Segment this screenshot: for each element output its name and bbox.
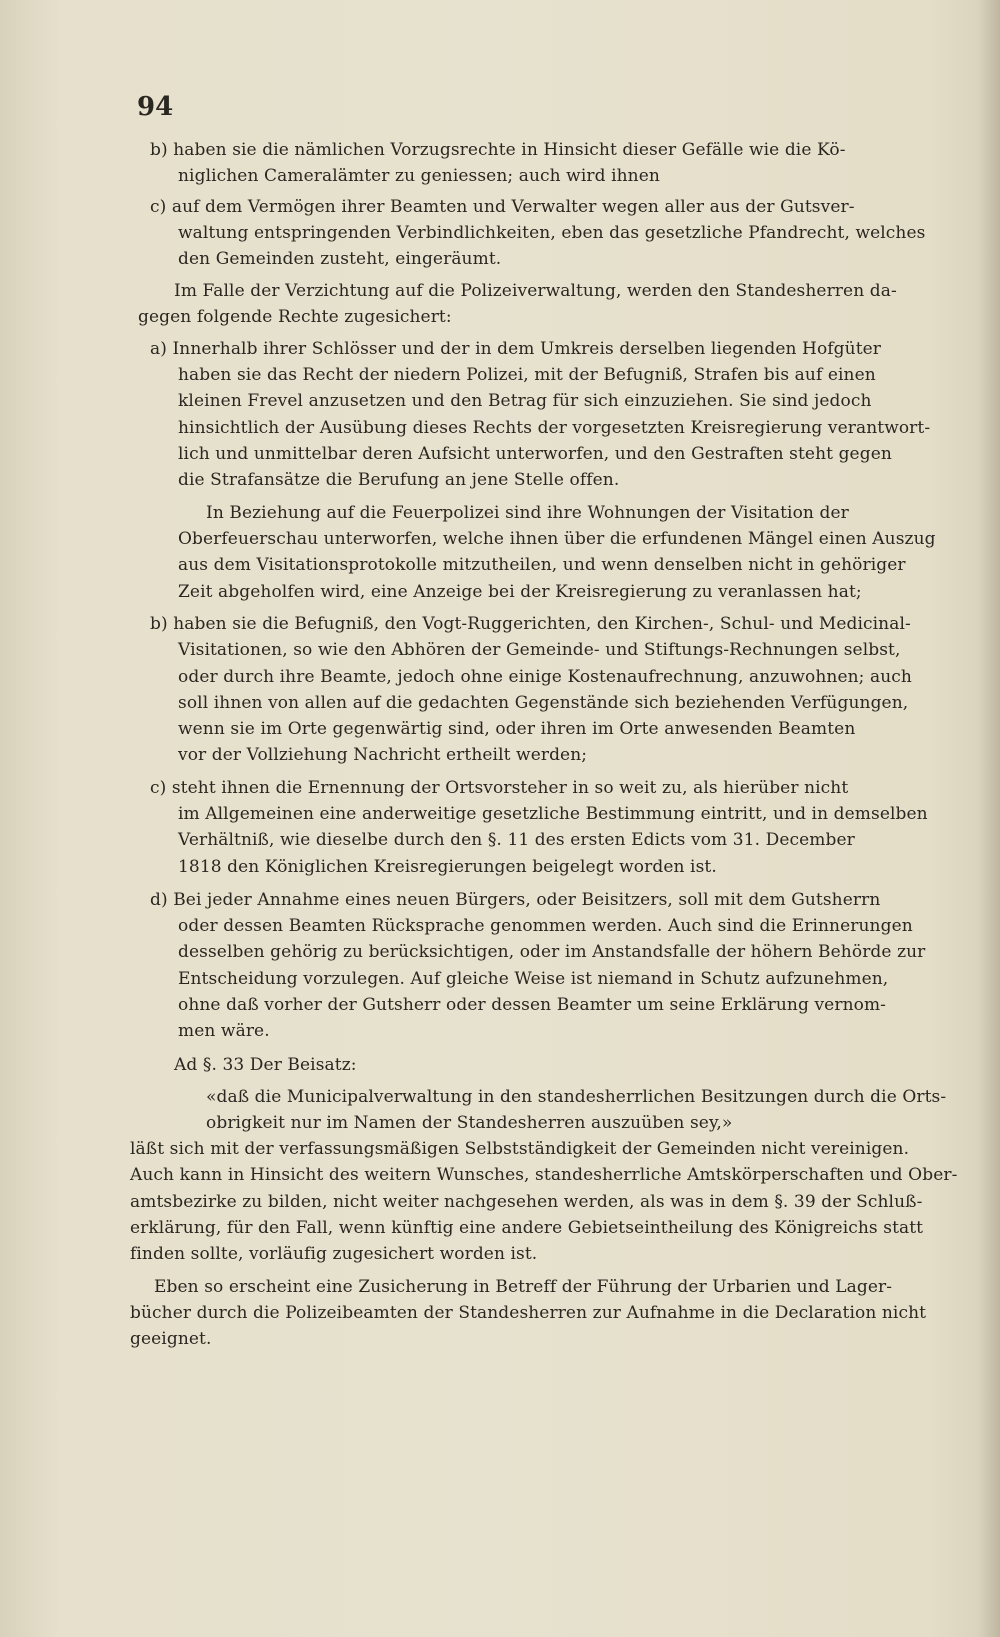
text-line: obrigkeit nur im Namen der Standesherren auszuüben sey,» xyxy=(206,1113,733,1133)
text-line: oder durch ihre Beamte, jedoch ohne einige Kostenaufrechnung, anzuwohnen; auch xyxy=(178,667,912,687)
text-line: c) steht ihnen die Ernennung der Ortsvorsteher in so weit zu, als hierüber nicht xyxy=(150,778,849,798)
text-line: haben sie das Recht der niedern Polizei, mit der Befugniß, Strafen bis auf einen xyxy=(178,365,876,385)
text-line: vor der Vollziehung Nachricht ertheilt werden; xyxy=(178,745,588,765)
text-line: Ad §. 33 Der Beisatz: xyxy=(174,1055,357,1075)
text-line: Im Falle der Verzichtung auf die Polizeiverwaltung, werden den Standesherren da- xyxy=(174,281,897,301)
text-line: Eben so erscheint eine Zusicherung in Betreff der Führung der Urbarien und Lager- xyxy=(154,1277,893,1297)
text-line: bücher durch die Polizeibeamten der Standesherren zur Aufnahme in die Declaration nicht xyxy=(130,1303,927,1323)
text-line: Verhältniß, wie dieselbe durch den §. 11 des ersten Edicts vom 31. December xyxy=(178,830,855,850)
text-line: im Allgemeinen eine anderweitige gesetzliche Bestimmung eintritt, und in demselben xyxy=(178,804,928,824)
text-line: c) auf dem Vermögen ihrer Beamten und Verwalter wegen aller aus der Gutsver- xyxy=(150,197,855,217)
text-line: desselben gehörig zu berücksichtigen, oder im Anstandsfalle der höhern Behörde zur xyxy=(178,942,926,962)
text-line: 1818 den Königlichen Kreisregierungen beigelegt worden ist. xyxy=(178,857,717,877)
text-line: geeignet. xyxy=(130,1329,212,1349)
text-line: Entscheidung vorzulegen. Auf gleiche Weise ist niemand in Schutz aufzunehmen, xyxy=(178,969,889,989)
text-line: b) haben sie die Befugniß, den Vogt-Ruggerichten, den Kirchen-, Schul- und Medicinal- xyxy=(150,614,911,634)
text-line: ohne daß vorher der Gutsherr oder dessen Beamter um seine Erklärung vernom- xyxy=(178,995,887,1015)
text-line: lich und unmittelbar deren Aufsicht unterworfen, und den Gestraften steht gegen xyxy=(178,444,892,464)
text-line: wenn sie im Orte gegenwärtig sind, oder ihren im Orte anwesenden Beamten xyxy=(178,719,856,739)
text-line: Zeit abgeholfen wird, eine Anzeige bei der Kreisregierung zu veranlassen hat; xyxy=(178,582,862,602)
page-number: 94 xyxy=(137,92,174,122)
text-line: d) Bei jeder Annahme eines neuen Bürgers, oder Beisitzers, soll mit dem Gutsherrn xyxy=(150,890,881,910)
text-line: In Beziehung auf die Feuerpolizei sind ihre Wohnungen der Visitation der xyxy=(206,503,849,523)
text-line: erklärung, für den Fall, wenn künftig eine andere Gebietseintheilung des Königreichs statt xyxy=(130,1218,924,1238)
text-line: Auch kann in Hinsicht des weitern Wunsches, standesherrliche Amtskörperschaften und Ober- xyxy=(130,1165,958,1185)
text-line: «daß die Municipalverwaltung in den standesherrlichen Besitzungen durch die Orts- xyxy=(206,1087,947,1107)
text-line: niglichen Cameralämter zu geniessen; auch wird ihnen xyxy=(178,166,660,186)
text-line: die Strafansätze die Berufung an jene Stelle offen. xyxy=(178,470,620,490)
text-line: gegen folgende Rechte zugesichert: xyxy=(138,307,452,327)
text-line: b) haben sie die nämlichen Vorzugsrechte in Hinsicht dieser Gefälle wie die Kö- xyxy=(150,140,846,160)
page-edge-shadow xyxy=(978,0,1000,1637)
text-line: soll ihnen von allen auf die gedachten Gegenstände sich beziehenden Verfügungen, xyxy=(178,693,909,713)
text-line: Oberfeuerschau unterworfen, welche ihnen über die erfundenen Mängel einen Auszug xyxy=(178,529,936,549)
text-line: hinsichtlich der Ausübung dieses Rechts der vorgesetzten Kreisregierung verantwort- xyxy=(178,418,931,438)
text-line: finden sollte, vorläufig zugesichert worden ist. xyxy=(130,1244,538,1264)
text-line: aus dem Visitationsprotokolle mitzutheilen, und wenn denselben nicht in gehöriger xyxy=(178,555,906,575)
text-line: men wäre. xyxy=(178,1021,270,1041)
text-line: Visitationen, so wie den Abhören der Gemeinde- und Stiftungs-Rechnungen selbst, xyxy=(178,640,901,660)
text-line: den Gemeinden zusteht, eingeräumt. xyxy=(178,249,502,269)
text-line: kleinen Frevel anzusetzen und den Betrag für sich einzuziehen. Sie sind jedoch xyxy=(178,391,872,411)
text-line: a) Innerhalb ihrer Schlösser und der in dem Umkreis derselben liegenden Hofgüter xyxy=(150,339,882,359)
text-line: amtsbezirke zu bilden, nicht weiter nachgesehen werden, als was in dem §. 39 der Schluß- xyxy=(130,1192,923,1212)
text-line: oder dessen Beamten Rücksprache genommen werden. Auch sind die Erinnerungen xyxy=(178,916,913,936)
text-line: läßt sich mit der verfassungsmäßigen Selbstständigkeit der Gemeinden nicht vereinigen. xyxy=(130,1139,910,1159)
text-line: waltung entspringenden Verbindlichkeiten, eben das gesetzliche Pfandrecht, welches xyxy=(178,223,926,243)
